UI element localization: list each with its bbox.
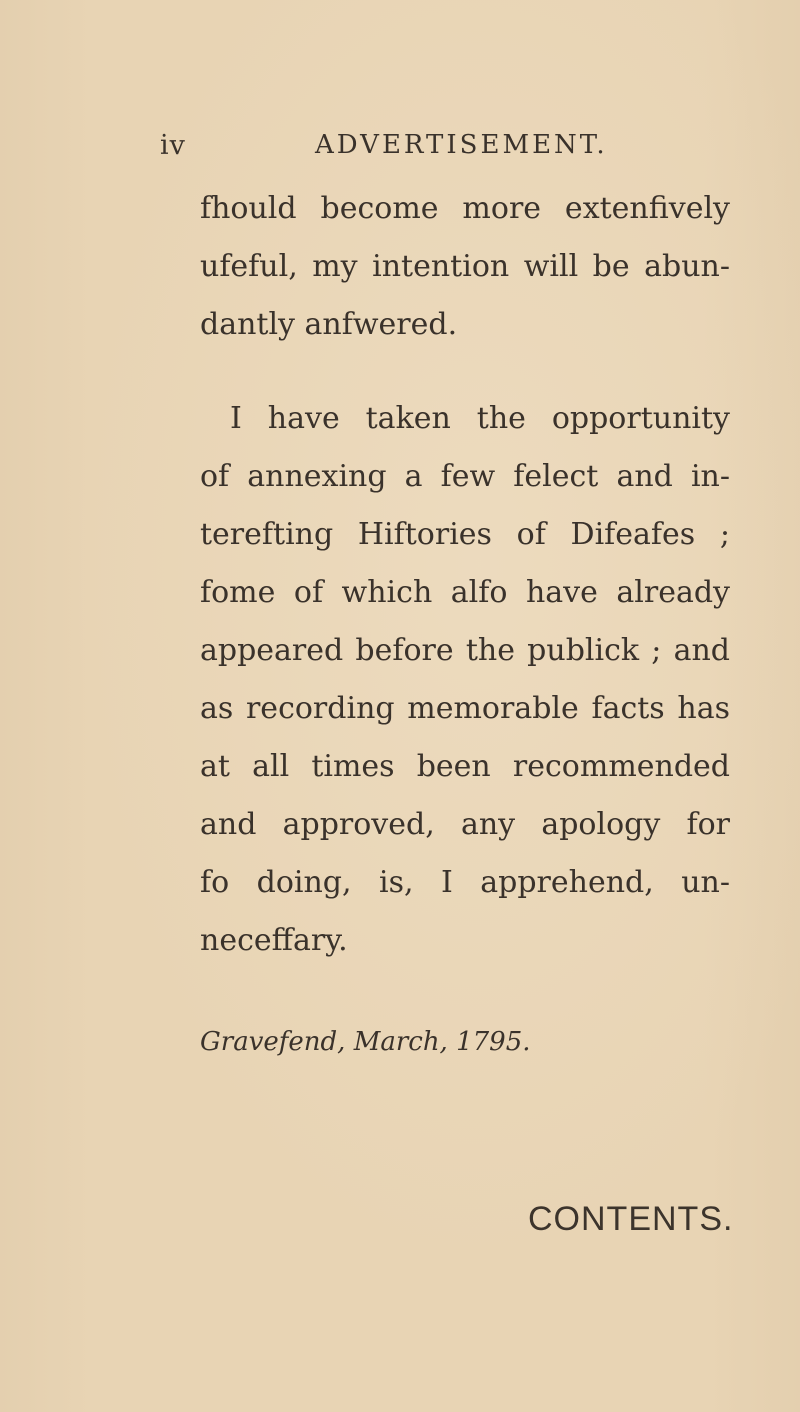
text-line: fhould become more extenfively xyxy=(200,191,730,226)
text-line: I have taken the opportunity xyxy=(230,401,730,436)
text-line: appeared before the publick ; and xyxy=(200,633,730,668)
text-line: fome of which alfo have already xyxy=(200,575,730,610)
text-line: of annexing a few felect and in- xyxy=(200,459,730,494)
text-line: dantly anfwered. xyxy=(200,307,458,342)
paragraph-1 xyxy=(200,180,730,354)
text-line: fo doing, is, I apprehend, un- xyxy=(200,865,730,900)
dateline: Gravefend, March, 1795. xyxy=(200,1027,531,1057)
running-header xyxy=(160,130,760,170)
paragraph-2 xyxy=(200,390,730,970)
text-line: and approved, any apology for xyxy=(200,807,730,842)
body-text xyxy=(200,180,730,970)
text-line: as recording memorable facts has xyxy=(200,691,730,726)
text-line: terefting Hiftories of Difeafes ; xyxy=(200,517,730,552)
page-number: iv xyxy=(160,130,186,161)
text-line: ufeful, my intention will be abun- xyxy=(200,249,730,284)
catchword: CONTENTS. xyxy=(528,1200,734,1238)
text-line: at all times been recommended xyxy=(200,749,730,784)
running-title: ADVERTISEMENT. xyxy=(315,130,608,160)
text-line: neceffary. xyxy=(200,923,348,958)
